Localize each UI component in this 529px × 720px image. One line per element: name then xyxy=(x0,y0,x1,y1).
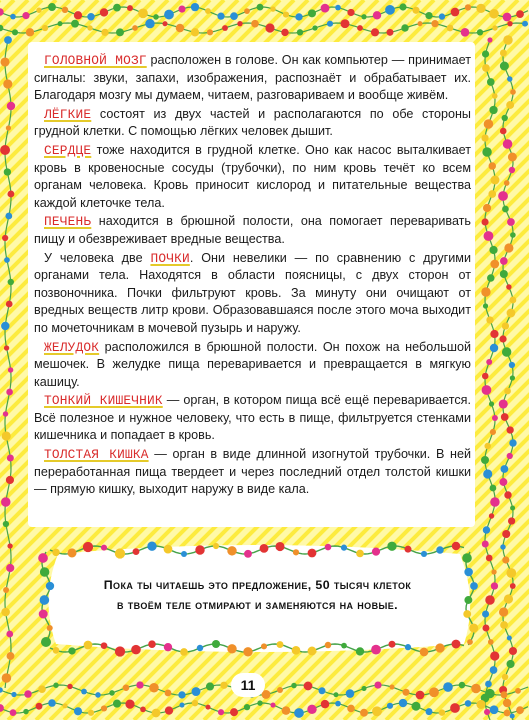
fun-fact-box xyxy=(34,540,481,658)
paragraph-text: . Они невелики — по сравнению с другими органами тела. Находятся в области поясницы, с двух сторон от позвоночника. Почки фильтруют кровь. За минуту они очищают от вредных веществ литр крови. Образовавшаяся после этого моча выходит по мочеточникам в мочевой пузырь и наружу. xyxy=(34,250,472,335)
organ-term: ЖЕЛУДОК xyxy=(44,339,100,355)
paragraph-2 xyxy=(34,106,471,141)
paragraph-4 xyxy=(34,213,471,248)
paragraph-3 xyxy=(34,142,471,212)
paragraph-text: состоят из двух частей и располагаются по обе стороны грудной клетки. С помощью лёгких человек дышит. xyxy=(34,106,471,139)
organ-term: ТОНКИЙ КИШЕЧНИК xyxy=(44,393,163,409)
organ-term: СЕРДЦЕ xyxy=(44,142,92,158)
paragraph-8 xyxy=(34,446,471,499)
paragraph-text: тоже находится в грудной клетке. Оно как насос выталкивает кровь в кровеносные сосуды (трубочки), по ним кровь течёт ко всем органам человека. Кровь приносит кислород и питательные вещества каждой клеточке тела. xyxy=(34,142,471,210)
fun-fact-line-1: Пока ты читаешь это предложение, 50 тысяч клеток xyxy=(103,578,412,592)
fun-fact-text xyxy=(46,575,469,615)
paragraph-text: находится в брюшной полости, она помогает переваривать пищу и обезвреживает вредные вещества. xyxy=(34,214,471,246)
paragraph-text: — орган, в котором пища всё ещё переваривается. Всё полезное и нужное человеку, что есть в пище, фильтруется стенками кишечника и попадает в кровь. xyxy=(34,393,471,443)
page-number: 11 xyxy=(231,673,265,697)
paragraph-5 xyxy=(34,250,471,338)
organ-term: ГОЛОВНОЙ МОЗГ xyxy=(44,53,147,68)
paragraph-text: расположился в брюшной полости. Он похож на небольшой мешочек. В желудке пища переваривается и превращается в мягкую кашицу. xyxy=(34,339,471,389)
paragraph-lead: У человека две xyxy=(44,250,151,265)
organ-term: ЛЁГКИЕ xyxy=(44,106,92,122)
fun-fact-line-2: в твоём теле отмирают и заменяются на новые. xyxy=(117,598,398,612)
paragraph-text: расположен в голове. Он как компьютер — принимает сигналы: звуки, запахи, изображения, распознаёт и обрабатывает их. Благодаря мозгу мы думаем, читаем, разговариваем и вообще живём. xyxy=(34,53,471,103)
organ-term: ПЕЧЕНЬ xyxy=(44,214,92,230)
paragraph-1 xyxy=(34,52,471,105)
paragraph-7 xyxy=(34,392,471,445)
article-body xyxy=(34,52,471,500)
organ-term: ТОЛСТАЯ КИШКА xyxy=(44,447,149,463)
organ-term: ПОЧКИ xyxy=(150,250,190,266)
paragraph-6 xyxy=(34,339,471,392)
paragraph-text: — орган в виде длинной изогнутой трубочки. В ней переработанная пища твердеет и через последний отдел толстой кишки — прямую кишку, выходит наружу в виде кала. xyxy=(34,447,471,497)
